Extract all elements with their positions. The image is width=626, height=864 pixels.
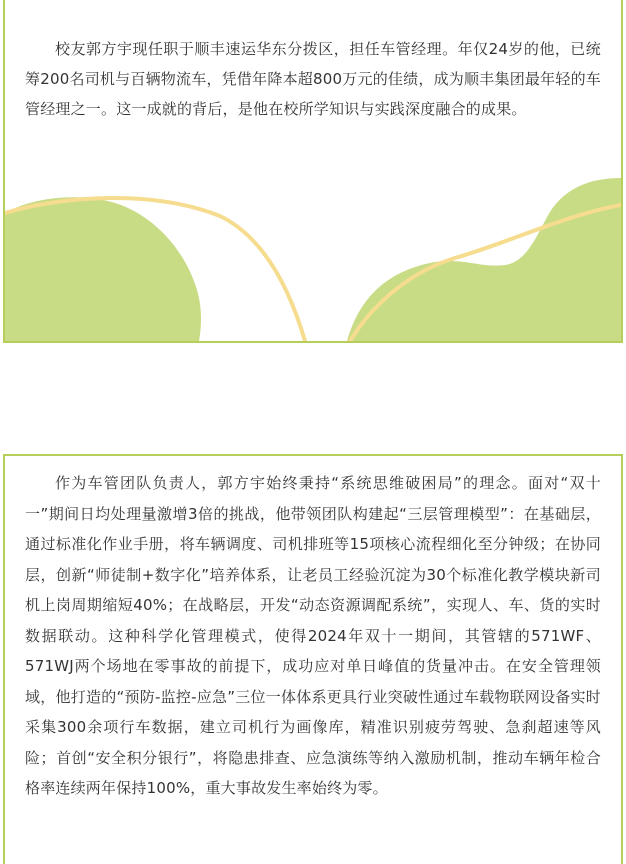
management-paragraph: 作为车管团队负责人，郭方宇始终秉持“系统思维破困局”的理念。面对“双十一”期间日均处理量激增3倍的挑战，他带领团队构建起“三层管理模型”：在基础层，通过标准化作业手册，将车辆调度、司机排班等15项核心流程细化至分钟级；在协同层，创新“师徒制+数字化”培养体系，让老员工经验沉淀为30个标准化教学模块新司机上岗周期缩短40%；在战略层，开发“动态资源调配系统”，实现人、车、货的实时数据联动。这种科学化管理模式，使得2024年双十一期间，其管辖的571WF、571WJ两个场地在零事故的前提下，成功应对单日峰值的货量冲击。在安全管理领域，他打造的“预防-监控-应急”三位一体体系更具行业突破性通过车载物联网设备实时采集300余项行车数据，建立司机行为画像库，精准识别疲劳驾驶、急刹超速等风险；首创“安全积分银行”，将隐患排查、应急演练等纳入激励机制，推动车辆年检合格率连续两年保持100%，重大事故发生率始终为零。 bbox=[25, 474, 601, 797]
intro-paragraph: 校友郭方宇现任职于顺丰速运华东分拨区，担任车管经理。年仅24岁的他，已统筹200名司机与百辆物流车，凭借年降本超800万元的佳绩，成为顺丰集团最年轻的车管经理之一。这一成就的背后，是他在校所学知识与实践深度融合的成果。 bbox=[25, 40, 601, 118]
left-hill-shape bbox=[5, 197, 201, 341]
decorative-hills-illustration bbox=[5, 0, 621, 341]
right-hill-shape bbox=[347, 178, 621, 341]
management-card bbox=[3, 454, 623, 864]
intro-card bbox=[3, 0, 623, 343]
